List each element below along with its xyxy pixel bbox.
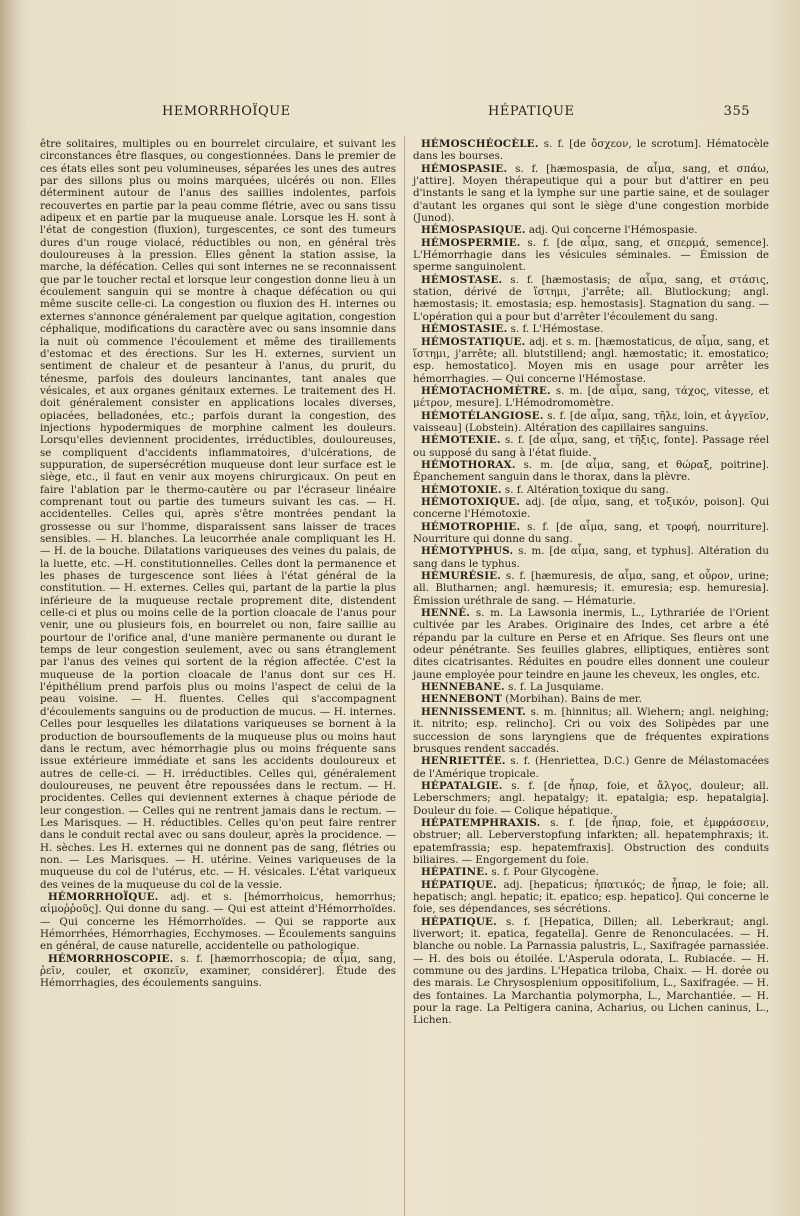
right-column (413, 138, 769, 1027)
entry-body: s. f. Altération toxique du sang. (501, 483, 669, 496)
entry-headword: HÉMOSPASIQUE. (421, 224, 526, 237)
entry-body: s. f. [de ἧπαρ, foie, et ἄλγος, douleur; all. Leberschmers; angl. hepatalgy; it. epatalgia; esp. hepatalgia]. Douleur du foie. — Colique hépatique. (413, 779, 769, 817)
header-left-guideword: HEMORRHOÏQUE (162, 104, 291, 119)
entry-headword: HÉMORRHOSCOPIE. (48, 952, 174, 965)
entry-headword: HÉMOSPERMIE. (421, 236, 521, 249)
left-column (40, 138, 396, 990)
dictionary-entry (413, 410, 769, 435)
entry-headword: HÉPATIQUE. (421, 878, 497, 891)
dictionary-entry (413, 459, 769, 484)
dictionary-entry (40, 953, 396, 990)
entry-body: s. m. [de αἷμα, sang, τάχος, vitesse, et μέτρον, mesure]. L'Hémodromomètre. (413, 384, 769, 410)
running-head (40, 104, 770, 124)
dictionary-entry (413, 706, 769, 755)
dictionary-entry (413, 237, 769, 274)
entry-body: s. f. [de αἷμα, sang, τῆλε, loin, et ἀγγεῖον, vaisseau] (Lobstein). Altération des capillaires sanguins. (413, 409, 769, 434)
entry-body: s. f. [de αἷμα, sang, et σπερμά, semence]. L'Hémorrhagie dans les vésicules séminales. — Émission de sperme sanguinolent. (413, 236, 769, 274)
entry-headword: HÉPATALGIE. (421, 779, 503, 792)
dictionary-entry (40, 891, 396, 953)
entry-continuation (40, 138, 396, 891)
dictionary-entry (413, 385, 769, 410)
entry-headword: HÉPATINE. (421, 866, 489, 879)
dictionary-entry (413, 484, 769, 496)
dictionary-entry (413, 755, 769, 780)
dictionary-entry (413, 521, 769, 546)
page-number: 355 (723, 104, 750, 119)
entry-body: s. f. [Hepatica, Dillen; all. Leberkraut; angl. liverwort; it. epatica, fegatella]. Genre de Renonculacées. — H. blanche ou noble. La Parnassia palustris, L., Saxifragée parnassiée. — H. des bois ou étoilée. L'Asperula odorata, L. Rubiacée. — H. commune ou des jardins. L'Hepatica triloba, Chaix. — H. dorée ou des marais. Le Chrysosplenium oppositifolium, L., Saxifragée. — H. des fontaines. La Marchantia polymorpha, L., Marchantiée. — H. pour la rage. La Peltigera canina, Acharius, ou Lichen caninus, L., Lichen. (413, 915, 769, 1027)
entry-headword: HÉPATEMPHRAXIS. (421, 816, 541, 829)
entry-body: s. f. La Jusquiame. (504, 681, 604, 694)
book-spine-shadow (0, 0, 22, 1216)
entry-body: s. f. [de αἷμα, sang, et τροφή, nourriture]. Nourriture qui donne du sang. (413, 520, 769, 545)
entry-headword: HENRIETTÉE. (421, 755, 506, 768)
dictionary-entry (413, 817, 769, 866)
entry-headword: HÉMOTACHOMÈTRE. (421, 384, 551, 397)
entry-headword: HENNISSEMENT. (421, 705, 526, 718)
entry-headword: HÉMOSTASIE. (421, 323, 508, 336)
dictionary-entry (413, 607, 769, 681)
dictionary-entry (413, 866, 769, 878)
entry-body: adj. [hepaticus; ἡπατικός; de ἧπαρ, le foie; all. hepatisch; angl. hepatic; it. epatico; esp. hepatico]. Qui concerne le foie, ses dépendances, ses sécrétions. (413, 878, 769, 916)
header-center-guideword: HÉPATIQUE (488, 104, 575, 119)
entry-headword: HÉMOSTATIQUE. (421, 335, 526, 348)
dictionary-entry (413, 693, 769, 705)
entry-headword: HÉMOTYPHUS. (421, 545, 514, 558)
entry-body: s. f. [hæmorrhoscopia; de αἷμα, sang, ῥεῖν, couler, et σκοπεῖν, examiner, considérer]. Étude des Hémorrhagies, des écoulements sanguins. (40, 952, 396, 990)
entry-body: s. f. [de αἷμα, sang, et τῆξις, fonte]. Passage réel ou supposé du sang à l'état fluide. (413, 434, 769, 459)
entry-body: s. m. [de αἷμα, sang, et typhus]. Altération du sang dans le typhus. (413, 545, 769, 570)
entry-body: s. f. [de ἧπαρ, foie, et ἐμφράσσειν, obstruer; all. Leberverstopfung infarkten; all. hepatemphraxis; it. epatemfrassia; esp. hepatemfraxis]. Obstruction des conduits biliaires. — Engorgement du foie. (413, 816, 769, 866)
entry-body: adj. [de αἷμα, sang, et τοξικόν, poison]. Qui concerne l'Hémotoxie. (413, 495, 769, 521)
dictionary-entry (413, 274, 769, 323)
entry-headword: HÉMOTOXIE. (421, 483, 502, 496)
column-divider (404, 136, 405, 1216)
entry-headword: HÉMORRHOÏQUE. (48, 890, 159, 903)
entry-body: s. f. Pour Glycogène. (488, 866, 599, 879)
entry-body: s. f. [hæmostasis; de αἷμα, sang, et στάσις, station, dérivé de ἵστημι, j'arrête; all. Blutlockung; angl. hæmostasis; it. emostasia; esp. hemostasis]. Stagnation du sang. — L'opération qui a pour but d'arrêter l'écoulement du sang. (413, 273, 769, 323)
entry-headword: HÉMOTEXIE. (421, 434, 501, 447)
entry-body: adj. Qui concerne l'Hémospasie. (525, 224, 698, 237)
dictionary-entry (413, 323, 769, 335)
dictionary-entry (413, 545, 769, 570)
entry-headword: HÉPATIQUE. (421, 915, 497, 928)
dictionary-entry (413, 434, 769, 459)
dictionary-entry (413, 138, 769, 163)
entry-headword: HÉMOTÉLANGIOSE. (421, 409, 544, 422)
dictionary-entry (413, 879, 769, 916)
entry-headword: HÉMURÉSIE. (421, 570, 502, 583)
dictionary-entry (413, 570, 769, 607)
entry-body: s. m. [de αἷμα, sang, et θώραξ, poitrine]. Épanchement sanguin dans le thorax, dans la plèvre. (413, 458, 769, 484)
entry-headword: HÉMOSPASIE. (421, 162, 508, 175)
entry-headword: HÉMOTOXIQUE. (421, 495, 520, 508)
dictionary-entry (413, 224, 769, 236)
dictionary-entry (413, 681, 769, 693)
entry-headword: HENNEBANE. (421, 681, 505, 694)
entry-headword: HÉMOTHORAX. (421, 458, 516, 471)
entry-body: s. f. L'Hémostase. (507, 323, 604, 336)
entry-headword: HÉMOSCHÉOCÈLE. (421, 138, 539, 150)
dictionary-entry (413, 336, 769, 385)
entry-body: adj. et s. m. [hæmostaticus, de αἷμα, sang, et ἵστημι, j'arrête; all. blutstillend; angl. hæmostatic; it. emostatico; esp. hemostatico]. Moyen mis en usage pour arrêter les hémorrhagies. — Qui concerne l'Hémostase. (413, 335, 769, 385)
dictionary-entry (413, 780, 769, 817)
dictionary-entry (413, 496, 769, 521)
entry-body: s. m. La Lawsonia inermis, L., Lythrariée de l'Orient cultivée par les Arabes. Originaire des Indes, cet arbre a été répandu par la culture en Perse et en Afrique. Ses fleurs ont une odeur pénétrante. Ses feuilles glabres, elliptiques, entières sont dites cicatrisantes. Réduites en poudre elles donnent une couleur jaune employée pour teindre en jaune les cheveux, les ongles, etc. (413, 607, 769, 681)
entry-headword: HENNEBONT (421, 693, 502, 706)
entry-body: s. f. [hæmuresis, de αἷμα, sang, et οὖρον, urine; all. Blutharnen; angl. hæmuresis; it. emuresia; esp. hemuresia]. Émission uréthrale de sang. — Hématurie. (413, 570, 769, 607)
entry-body: s. f. [hæmospasia, de αἷμα, sang, et σπάω, j'attire]. Moyen thérapeutique qui a pour but d'attirer en peu d'instants le sang et la lymphe sur une partie saine, et de soulager d'autant les organes qui sont le siège d'une congestion morbide (Junod). (413, 162, 769, 225)
entry-body: s. f. [de ὄσχεον, le scrotum]. Hématocèle dans les bourses. (413, 138, 769, 163)
dictionary-entry (413, 916, 769, 1027)
entry-body: s. f. (Henriettea, D.C.) Genre de Mélastomacées de l'Amérique tropicale. (413, 755, 769, 780)
entry-body: être solitaires, multiples ou en bourrelet circulaire, et suivant les circonstances être flasques, ou congestionnées. Dans le premier de ces états elles sont peu volumineuses, séparées les unes des autres par des sillons plus ou moins marquées, ulcérés ou non. Elles déterminent autour de l'anus des saillies indolentes, parfois recouvertes en partie par la peau comme flétrie, avec ou sans tissu adipeux et en partie par la muqueuse anale. Lorsque les H. sont à l'état de congestion (fluxion), turgescentes, ce sont des tumeurs dures d'un rouge violacé, réductibles ou non, en général très douloureuses à la pression. Elles gênent la station assise, la marche, la défécation. Celles qui sont internes ne se reconnaissent que par le toucher rectal et lorsque leur congestion donne lieu à un écoulement sanguin qui se montre à chaque défécation ou qui même suscite celle-ci. La congestion ou fluxion des H. internes ou externes s'annonce généralement par quelque agitation, congestion céphalique, modifications du caractère avec ou sans insomnie dans la nuit où commence l'écoulement et même des tiraillements d'estomac et des érections. Sur les H. externes, survient un sentiment de chaleur et de pesanteur à l'anus, du prurit, du ténesme, parfois des douleurs lancinantes, tant anales que vésicales, et aux organes génitaux externes. Le traitement des H. doit généralement consister en applications locales diverses, opiacées, belladonées, etc.; parfois durant la congestion, des injections hypodermiques de morphine calment les douleurs. Lorsqu'elles deviennent procidentes, irréductibles, douloureuses, se compliquent d'accidents inflammatoires, d'ulcérations, de suppuration, de supersécrétion muqueuse dont leur surface est le siège, etc., il faut en venir aux moyens chirurgicaux. On peut en faire l'ablation par le thermo-cautère ou par l'écraseur linéaire comprenant tout ou partie des tumeurs suivant les cas. — H. accidentelles. Celles qui, après s'être montrées pendant la grossesse ou sur l'homme, disparaissent sans laisser de traces sensibles. — H. blanches. La leucorrhée anale compliquant les H. — H. de la bouche. Dilatations variqueuses des veines du palais, de la luette, etc. —H. constitutionnelles. Celles dont la permanence et les phases de turgescence sont liées à l'état général de la constitution. — H. externes. Celles qui, partant de la partie la plus inférieure de la muqueuse rectale proprement dite, distendent celle-ci et plus ou moins celle de la portion cloacale de l'anus pour venir, une ou plusieurs fois, en bourrelet ou non, faire saillie au pourtour de l'orifice anal, d'une manière permanente ou durant le temps de leur congestion seulement, avec ou sans étranglement par l'anus des veines qui sortent de la région affectée. C'est la muqueuse de la portion cloacale de l'anus dont sur ces H. l'épithélium prend parfois plus ou moins l'aspect de celui de la peau voisine. — H. fluentes. Celles qui s'accompagnent d'écoulements sanguins ou de production de mucus. — H. internes. Celles pour lesquelles les dilatations variqueuses se bornent à la production de boursouflements de la muqueuse plus ou moins haut dans le rectum, avec hémorrhagie plus ou moins fréquente sans issue extérieure immédiate et sans les accidents douloureux et autres de celle-ci. — H. irréductibles. Celles qui, généralement douloureuses, ne peuvent être repoussées dans le rectum. — H. procidentes. Celles qui deviennent externes à chaque période de leur congestion. — Celles qui ne rentrent jamais dans le rectum. — Les Marisques. — H. réductibles. Celles qu'on peut faire rentrer dans le conduit rectal avec ou sans douleur, après la procidence. — H. sèches. Les H. externes qui ne donnent pas de sang, flétries ou non. — Les Marisques. — H. utérine. Veines variqueuses de la muqueuse du col de l'utérus, etc. — H. vésicales. L'état variqueux des veines de la muqueuse du col de la vessie. (40, 138, 396, 891)
entry-headword: HÉMOTROPHIE. (421, 520, 521, 533)
entry-body: adj. et s. [hémorrhoicus, hemorrhus; αἱμοῤῥοῦς]. Qui donne du sang. — Qui est atteint d'Hémorrhoïdes. — Qui concerne les Hémorrhoïdes. — Qui se rapporte aux Hémorrhées, Hémorrhagies, Ecchymoses. — Écoulements sanguins en général, de cause naturelle, accidentelle ou pathologique. (40, 890, 396, 953)
entry-headword: HÉMOSTASE. (421, 273, 503, 286)
entry-body: s. m. [hinnitus; all. Wiehern; angl. neighing; it. nitrito; esp. relincho]. Cri ou voix des Solipèdes par une succession de sons laryngiens que de fréquentes expirations brusques rendent saccadés. (413, 705, 769, 755)
entry-body: (Morbihan). Bains de mer. (502, 693, 642, 706)
dictionary-entry (413, 163, 769, 225)
entry-headword: HENNÉ. (421, 607, 471, 620)
